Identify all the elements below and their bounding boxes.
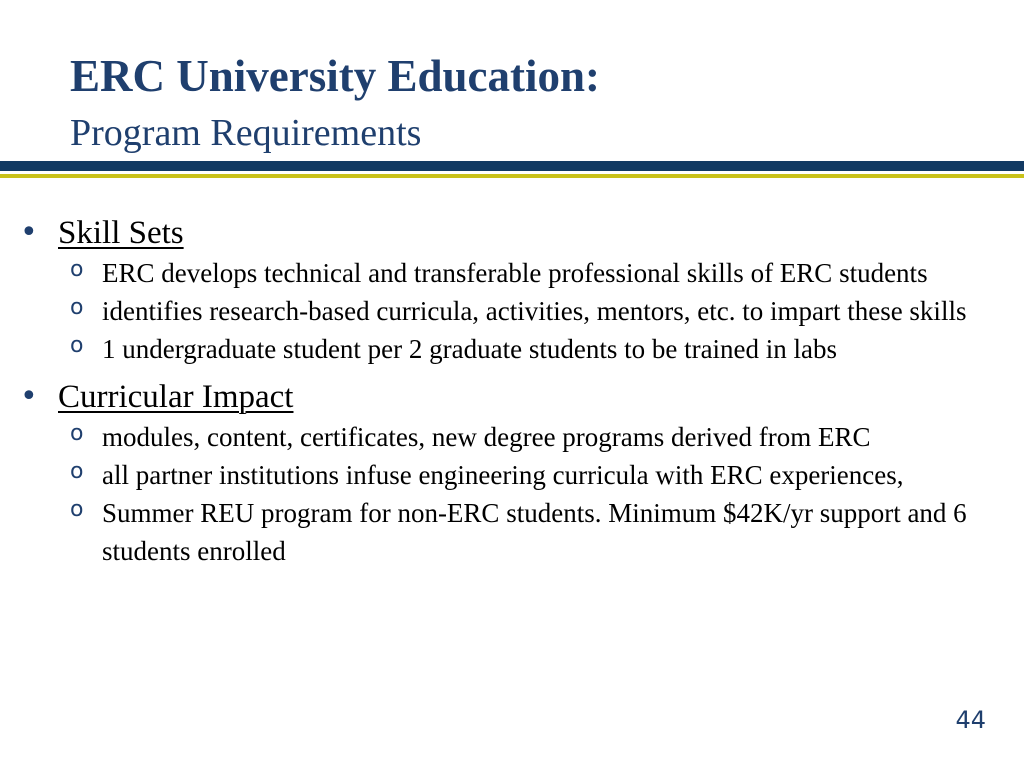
list-item-text: ERC develops technical and transferable professional skills of ERC students (102, 258, 928, 288)
title-divider-accent (0, 174, 1024, 178)
circle-bullet-icon: o (70, 459, 84, 484)
bullet-label: Skill Sets (58, 215, 184, 251)
title-divider-primary (0, 161, 1024, 171)
list-item (20, 292, 1010, 330)
circle-bullet-icon: o (70, 257, 84, 282)
circle-bullet-icon: o (70, 295, 84, 320)
bullet-curricular-impact (20, 376, 1010, 418)
list-item (20, 330, 1010, 368)
list-item-text: Summer REU program for non-ERC students. Minimum $42K/yr support and 6 students enrolled (102, 498, 967, 566)
bullet-dot-icon: • (20, 215, 38, 250)
list-item-text: modules, content, certificates, new degree programs derived from ERC (102, 422, 871, 452)
bullet-label: Curricular Impact (58, 379, 294, 415)
list-item (20, 494, 1010, 570)
list-item (20, 418, 1010, 456)
bullet-skill-sets (20, 212, 1010, 254)
slide-title: ERC University Education: (70, 51, 601, 101)
bullet-list (20, 212, 1010, 578)
circle-bullet-icon: o (70, 333, 84, 358)
slide-subtitle: Program Requirements (70, 112, 422, 154)
list-item-text: identifies research-based curricula, activities, mentors, etc. to impart these skills (102, 296, 967, 326)
circle-bullet-icon: o (70, 421, 84, 446)
list-item-text: all partner institutions infuse engineering curricula with ERC experiences, (102, 460, 904, 490)
sublist-skill-sets (20, 254, 1010, 368)
list-item (20, 254, 1010, 292)
page-number: 44 (955, 706, 986, 734)
list-item (20, 456, 1010, 494)
sublist-curricular-impact (20, 418, 1010, 570)
list-item-text: 1 undergraduate student per 2 graduate students to be trained in labs (102, 334, 838, 364)
bullet-dot-icon: • (20, 379, 38, 414)
circle-bullet-icon: o (70, 497, 84, 522)
